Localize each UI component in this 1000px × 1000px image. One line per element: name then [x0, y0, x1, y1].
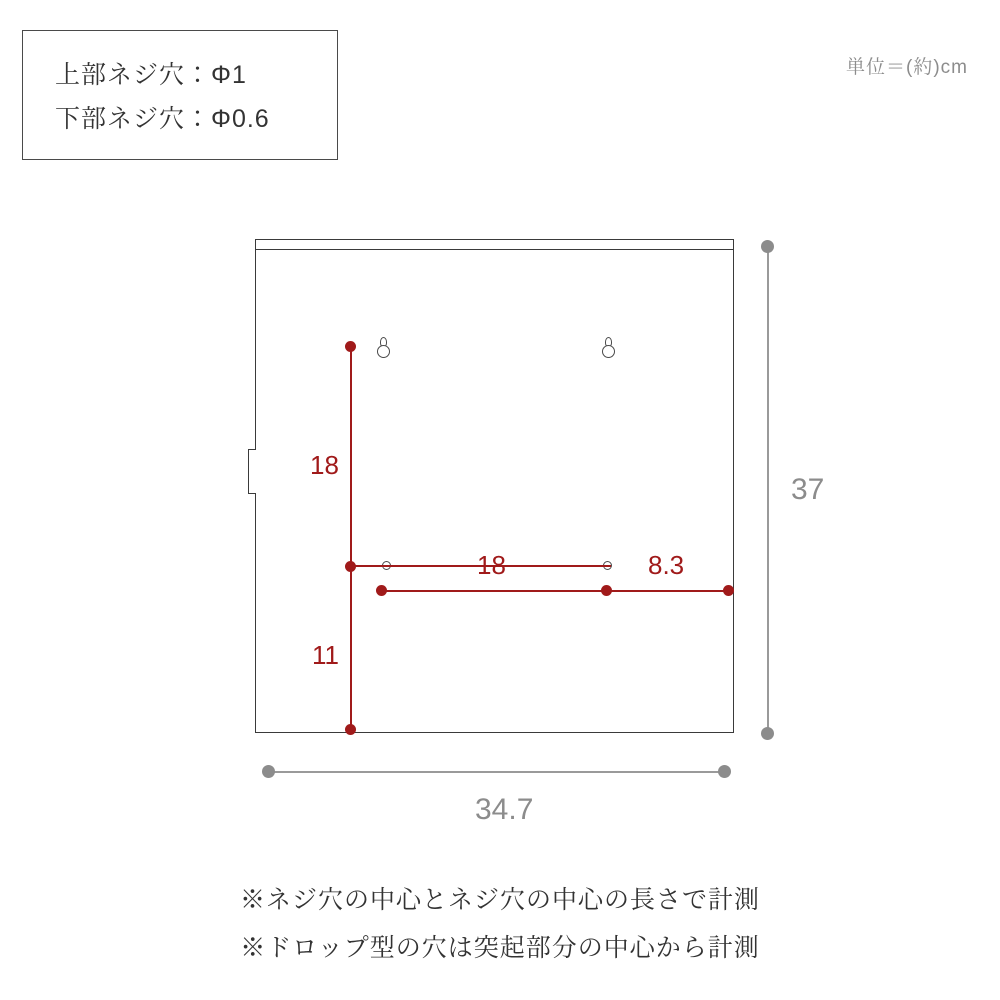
left-side-tab	[248, 449, 256, 494]
legend-top-screw-hole: 上部ネジ穴：Φ1	[55, 61, 247, 89]
label-vertical-upper: 18	[310, 450, 339, 480]
keyhole-circle-icon	[602, 345, 615, 358]
label-vertical-lower: 11	[312, 640, 339, 670]
label-overall-width: 34.7	[475, 793, 534, 826]
overall-width-line	[268, 771, 724, 773]
overall-height-line	[767, 246, 769, 734]
keyhole-drop-hole-left	[376, 337, 392, 361]
footnote-measure-method: ※ネジ穴の中心とネジ穴の中心の長さで計測	[239, 886, 760, 914]
height-endpoint-top	[761, 240, 774, 253]
measure-dot-top	[345, 341, 356, 352]
keyhole-circle-icon	[377, 345, 390, 358]
measure-dot-right	[723, 585, 734, 596]
label-overall-height: 37	[791, 473, 825, 506]
label-horizontal-right: 8.3	[648, 550, 685, 580]
horizontal-measure-line-lower	[381, 590, 729, 592]
legend-box	[22, 30, 338, 160]
legend-bottom-screw-hole: 下部ネジ穴：Φ0.6	[55, 105, 270, 133]
width-endpoint-left	[262, 765, 275, 778]
measure-dot-left	[376, 585, 387, 596]
height-endpoint-bottom	[761, 727, 774, 740]
measure-dot-center	[601, 585, 612, 596]
product-top-edge-line	[255, 249, 734, 250]
measure-dot-bottom	[345, 724, 356, 735]
footnote-drop-hole-method: ※ドロップ型の穴は突起部分の中心から計測	[240, 934, 760, 962]
vertical-measure-line	[350, 347, 352, 731]
unit-note: 単位＝(約)cm	[846, 57, 968, 78]
label-horizontal-between-holes: 18	[477, 550, 506, 580]
keyhole-drop-hole-right	[601, 337, 617, 361]
width-endpoint-right	[718, 765, 731, 778]
